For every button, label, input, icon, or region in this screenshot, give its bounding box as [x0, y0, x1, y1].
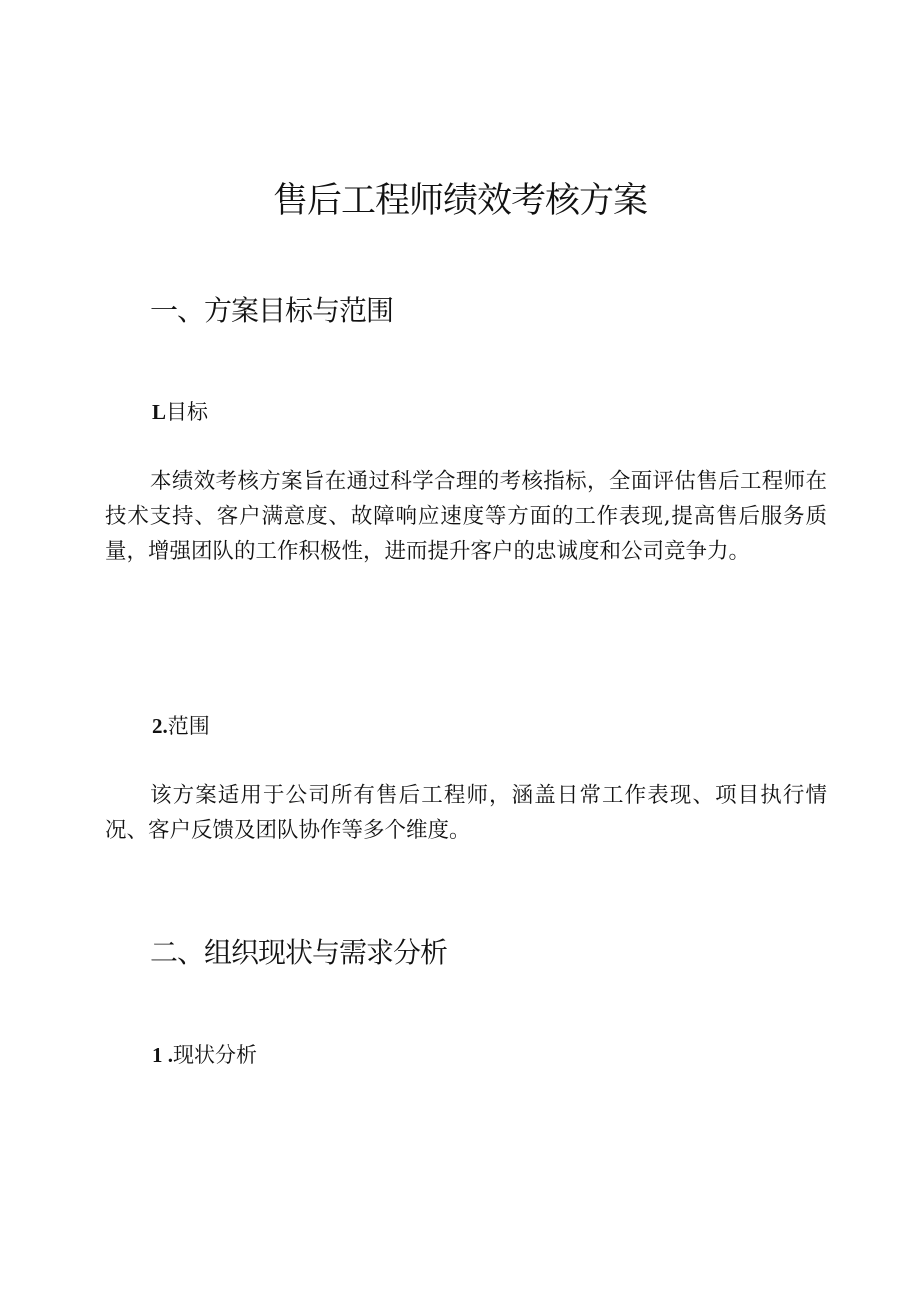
subsection-heading-status: [152, 1040, 257, 1070]
subsection-label: 现状分析: [173, 1043, 257, 1067]
subsection-number: L: [152, 400, 167, 424]
paragraph-scope: 该方案适用于公司所有售后工程师，涵盖日常工作表现、项目执行情况、客户反馈及团队协作等多个维度。: [105, 783, 827, 843]
subsection-number: 2.: [152, 714, 168, 738]
paragraph-goal: 本绩效考核方案旨在通过科学合理的考核指标，全面评估售后工程师在技术支持、客户满意度、故障响应速度等方面的工作表现,提高售后服务质量，增强团队的工作积极性，进而提升客户的忠诚度和公司竞争力。: [105, 469, 827, 564]
subsection-heading-goal: [152, 397, 208, 427]
section-heading-2: 二、组织现状与需求分析: [150, 936, 448, 969]
subsection-number: 1 .: [152, 1043, 173, 1067]
subsection-label: 目标: [166, 400, 209, 424]
section-heading-1: 一、方案目标与范围: [150, 294, 394, 327]
subsection-label: 范围: [167, 714, 210, 738]
document-title: 售后工程师绩效考核方案: [272, 181, 647, 221]
subsection-heading-scope: [152, 711, 210, 741]
